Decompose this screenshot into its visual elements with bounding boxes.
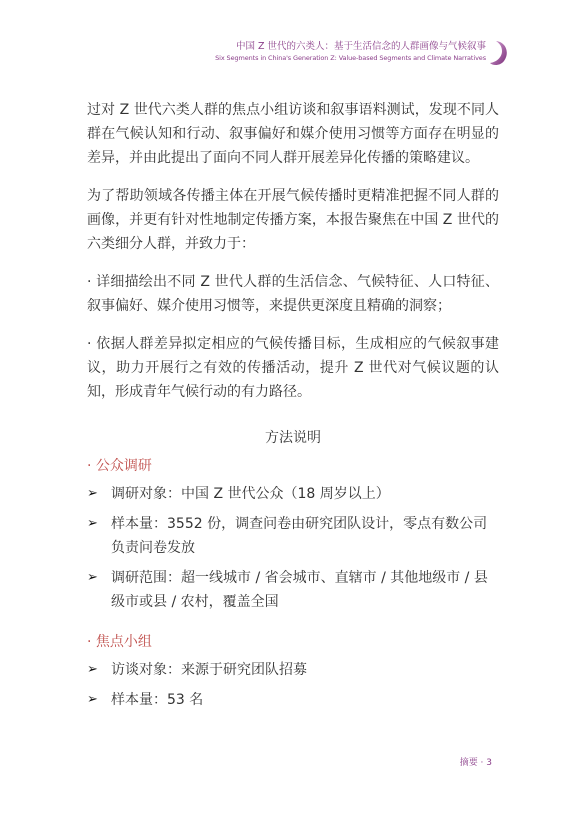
methods-title: 方法说明 [265, 430, 321, 446]
arrow-bullet-icon: ➢ [87, 692, 98, 707]
list-item [87, 688, 499, 712]
focus-group-heading: · 焦点小组 [87, 634, 152, 650]
survey-heading: · 公众调研 [87, 458, 152, 474]
focus-target: 访谈对象：来源于研究团队招募 [111, 662, 307, 678]
list-item [87, 482, 499, 506]
purpose-paragraph: 为了帮助领域各传播主体在开展气候传播时更精准把握不同人群的画像，并更有针对性地制定传播方案，本报告聚焦在中国 Z 世代的六类细分人群，并致力于： [87, 188, 499, 252]
survey-target: 调研对象：中国 Z 世代公众（18 周岁以上） [111, 486, 390, 502]
crescent-moon-icon [490, 40, 510, 66]
arrow-bullet-icon: ➢ [87, 570, 98, 585]
header-text [215, 40, 486, 64]
survey-sample-size: 样本量：3552 份，调查问卷由研究团队设计，零点有数公司负责问卷发放 [111, 516, 488, 556]
intro-paragraph: 过对 Z 世代六类人群的焦点小组访谈和叙事语料测试，发现不同人群在气候认知和行动、叙事偏好和媒介使用习惯等方面存在明显的差异，并由此提出了面向不同人群开展差异化传播的策略建议。 [87, 102, 499, 166]
arrow-bullet-icon: ➢ [87, 662, 98, 677]
list-item [87, 512, 499, 560]
survey-scope: 调研范围：超一线城市 / 省会城市、直辖市 / 其他地级市 / 县级市或县 / 农村，覆盖全国 [111, 570, 488, 610]
report-subtitle: Six Segments in China's Generation Z: Value-based Segments and Climate Narratives [215, 54, 486, 62]
focus-sample-size: 样本量：53 名 [111, 692, 204, 708]
arrow-bullet-icon: ➢ [87, 486, 98, 501]
main-content [87, 98, 499, 718]
page-number: 摘要 · 3 [459, 758, 492, 768]
list-item [87, 658, 499, 682]
arrow-bullet-icon: ➢ [87, 516, 98, 531]
goal-item-strategy: · 依据人群差异拟定相应的气候传播目标，生成相应的气候叙事建议，助力开展行之有效的传播活动，提升 Z 世代对气候议题的认知，形成青年气候行动的有力路径。 [87, 336, 499, 400]
goal-item-portrait: · 详细描绘出不同 Z 世代人群的生活信念、气候特征、人口特征、叙事偏好、媒介使用习惯等，来提供更深度且精确的洞察； [87, 274, 499, 314]
report-title: 中国 Z 世代的六类人：基于生活信念的人群画像与气候叙事 [235, 41, 486, 52]
list-item [87, 566, 499, 614]
